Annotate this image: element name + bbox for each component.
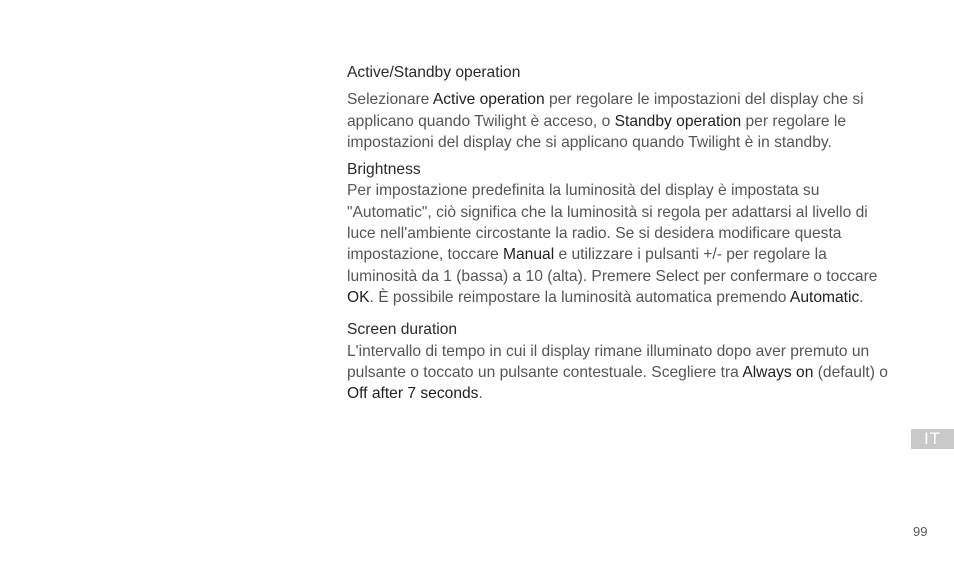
option-off-after-7-seconds: Off after 7 seconds <box>347 385 479 403</box>
option-always-on: Always on <box>742 363 814 381</box>
text-run: . <box>859 288 864 306</box>
option-standby-operation: Standby operation <box>614 112 742 130</box>
text-run: . È possibile reimpostare la luminosità automatica premendo <box>369 288 790 306</box>
paragraph-brightness <box>347 180 892 308</box>
text-run: per regolare le impostazioni del display che si applicano quando Twilight è in standby. <box>347 112 847 151</box>
text-run: (default) o <box>813 363 888 381</box>
paragraph-active-standby <box>347 89 892 153</box>
page-number: 99 <box>913 524 928 539</box>
text-run: . <box>478 385 483 403</box>
text-run: Per impostazione predefinita la luminosità del display è impostata su "Automatic", ciò significa che la luminosità si regola per adattarsi al livello di luce nell'ambiente circostante la radio. Se si desidera modificare questa impostazione, toccare <box>347 182 868 264</box>
language-tab: IT <box>911 429 954 449</box>
option-automatic: Automatic <box>789 288 860 306</box>
section-title-brightness: Brightness <box>347 161 421 179</box>
text-run: Selezionare <box>347 91 433 109</box>
section-title-active-standby: Active/Standby operation <box>347 64 521 81</box>
option-manual: Manual <box>503 246 555 264</box>
manual-content <box>347 62 892 404</box>
option-active-operation: Active operation <box>432 91 545 109</box>
option-ok: OK <box>347 288 370 306</box>
text-run: e utilizzare i pulsanti +/- per regolare la luminosità da 1 (bassa) a 10 (alta). Premere Select per confermare o toccare <box>347 246 878 285</box>
paragraph-screen-duration <box>347 341 892 405</box>
text-run: L'intervallo di tempo in cui il display rimane illuminato dopo aver premuto un pulsante o toccato un pulsante contestuale. Scegliere tra <box>347 342 870 381</box>
section-title-screen-duration: Screen duration <box>347 321 458 339</box>
text-run: per regolare le impostazioni del display che si applicano quando Twilight è acceso, o <box>347 91 864 130</box>
